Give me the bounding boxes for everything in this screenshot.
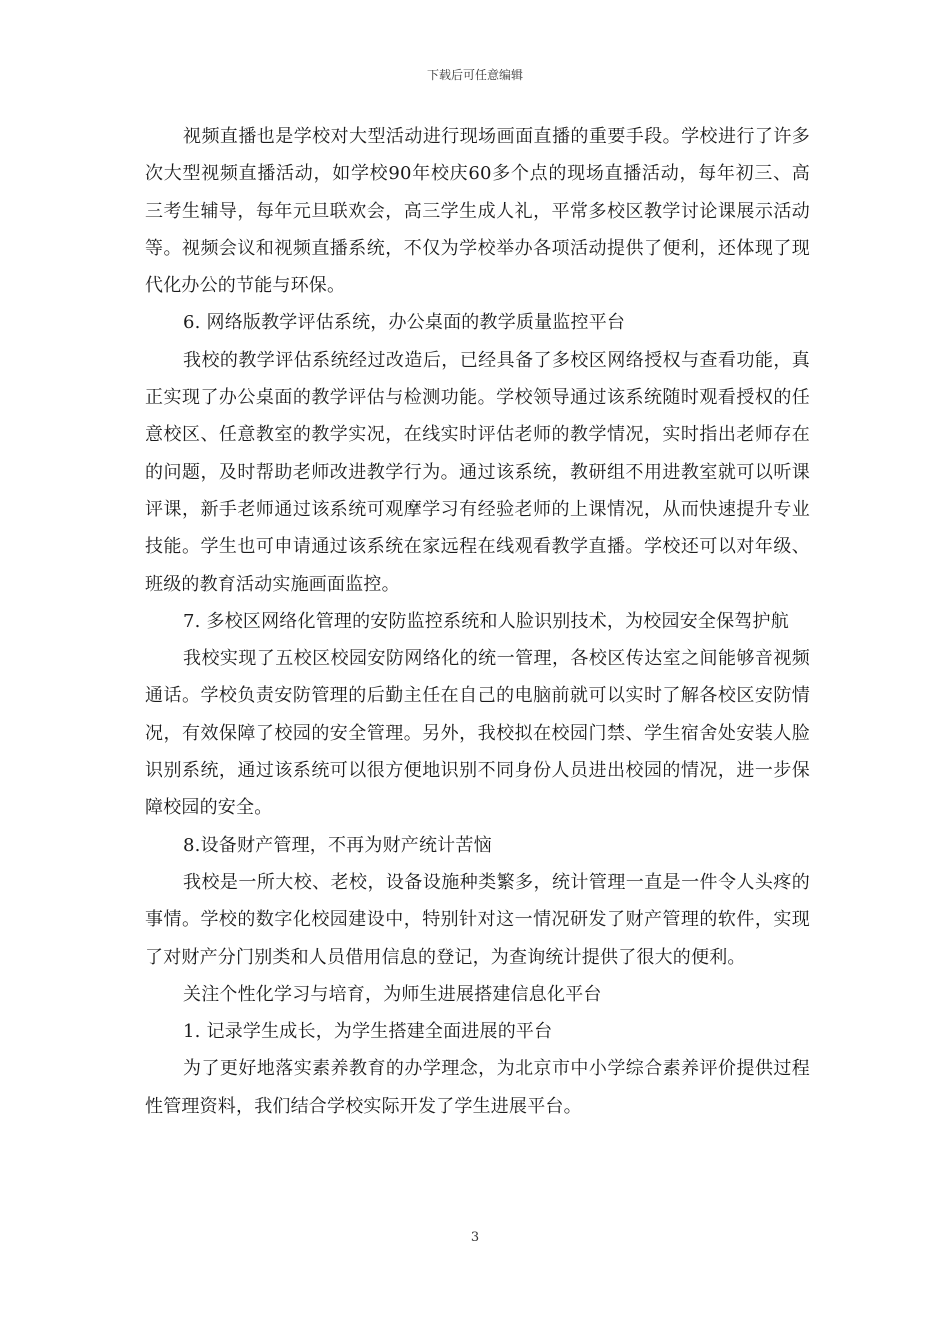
heading-student-growth: 1. 记录学生成长，为学生搭建全面进展的平台	[183, 1021, 553, 1043]
page-number: 3	[470, 1230, 480, 1245]
paragraph-student-growth: 为了更好地落实素养教育的办学理念，为北京市中小学综合素养评价提供过程性管理资料，我们结合学校实际开发了学生进展平台。	[145, 1058, 810, 1117]
heading-personalized-learning: 关注个性化学习与培育，为师生进展搭建信息化平台	[183, 983, 602, 1005]
paragraph-asset-management: 我校是一所大校、老校，设备设施种类繁多，统计管理一直是一件令人头疼的事情。学校的数字化校园建设中，特别针对这一情况研发了财产管理的软件，实现了对财产分门别类和人员借用信息的登记，为查询统计提供了很大的便利。	[145, 871, 810, 968]
heading-teaching-evaluation: 6. 网络版教学评估系统，办公桌面的教学质量监控平台	[183, 312, 626, 334]
paragraph-security-monitoring: 我校实现了五校区校园安防网络化的统一管理，各校区传达室之间能够音视频通话。学校负责安防管理的后勤主任在自己的电脑前就可以实时了解各校区安防情况，有效保障了校园的安全管理。另外，我校拟在校园门禁、学生宿舍处安装人脸识别系统，通过该系统可以很方便地识别不同身份人员进出校园的情况，进一步保障校园的安全。	[145, 648, 810, 819]
heading-asset-management: 8.设备财产管理，不再为财产统计苦恼	[183, 834, 492, 856]
paragraph-video-broadcast: 视频直播也是学校对大型活动进行现场画面直播的重要手段。学校进行了许多次大型视频直播活动，如学校90年校庆60多个点的现场直播活动，每年初三、高三考生辅导，每年元旦联欢会，高三学生成人礼，平常多校区教学讨论课展示活动等。视频会议和视频直播系统，不仅为学校举办各项活动提供了便利，还体现了现代化办公的节能与环保。	[145, 126, 810, 297]
heading-security-monitoring: 7. 多校区网络化管理的安防监控系统和人脸识别技术，为校园安全保驾护航	[183, 610, 789, 632]
page-header: 下载后可任意编辑	[426, 68, 523, 82]
document-body	[145, 118, 810, 1125]
paragraph-teaching-evaluation: 我校的教学评估系统经过改造后，已经具备了多校区网络授权与查看功能，真正实现了办公桌面的教学评估与检测功能。学校领导通过该系统随时观看授权的任意校区、任意教室的教学实况，在线实时评估老师的教学情况，实时指出老师存在的问题，及时帮助老师改进教学行为。通过该系统，教研组不用进教室就可以听课评课，新手老师通过该系统可观摩学习有经验老师的上课情况，从而快速提升专业技能。学生也可申请通过该系统在家远程在线观看教学直播。学校还可以对年级、班级的教育活动实施画面监控。	[145, 349, 810, 595]
